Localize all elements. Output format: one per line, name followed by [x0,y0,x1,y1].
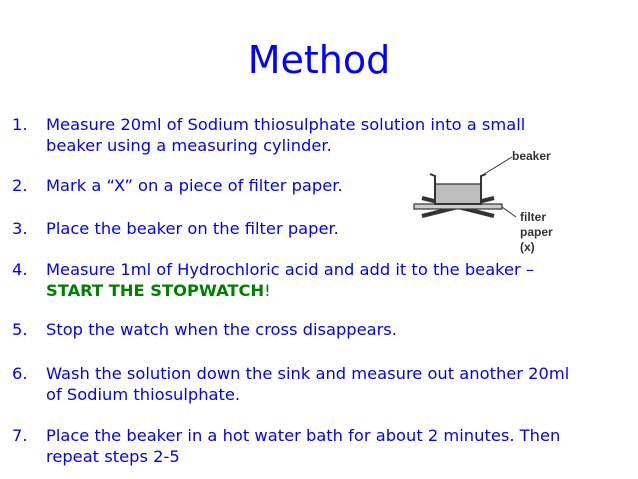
step-text-line: Place the beaker in a hot water bath for about 2 minutes. Then [46,426,561,445]
filter-label-line: paper [520,225,553,239]
step-text-line: Place the beaker on the filter paper. [46,219,339,238]
beaker-solution [435,184,481,204]
filter-pointer [502,207,516,217]
step-text-line: Stop the watch when the cross disappears. [46,320,397,339]
step-text-line: Mark a “X” on a piece of filter paper. [46,176,343,195]
step-text-line: Measure 1ml of Hydrochloric acid and add it to the beaker – [46,260,535,279]
step-number: 7. [12,426,28,445]
step-text-line: beaker using a measuring cylinder. [46,136,332,155]
filter-label-line: filter [520,210,547,224]
step-text-line: Wash the solution down the sink and measure out another 20ml [46,364,570,383]
step-number: 4. [12,260,28,279]
beaker-pointer [481,157,512,176]
beaker-diagram [408,140,568,258]
step-number: 2. [12,176,28,195]
step-number: 5. [12,320,28,339]
step-number: 6. [12,364,28,383]
step-emphasis-line [46,281,271,301]
beaker-label: beaker [512,149,551,163]
step-number: 1. [12,115,28,134]
step-text-line: repeat steps 2-5 [46,447,180,466]
step-number: 3. [12,219,28,238]
start-stopwatch-emphasis: START THE STOPWATCH [46,281,265,300]
step-text-line: Measure 20ml of Sodium thiosulphate solution into a small [46,115,526,134]
page-title: Method [247,38,391,82]
emphasis-suffix: ! [264,281,271,300]
filter-label-line: (x) [520,240,535,254]
step-text-line: of Sodium thiosulphate. [46,385,241,404]
